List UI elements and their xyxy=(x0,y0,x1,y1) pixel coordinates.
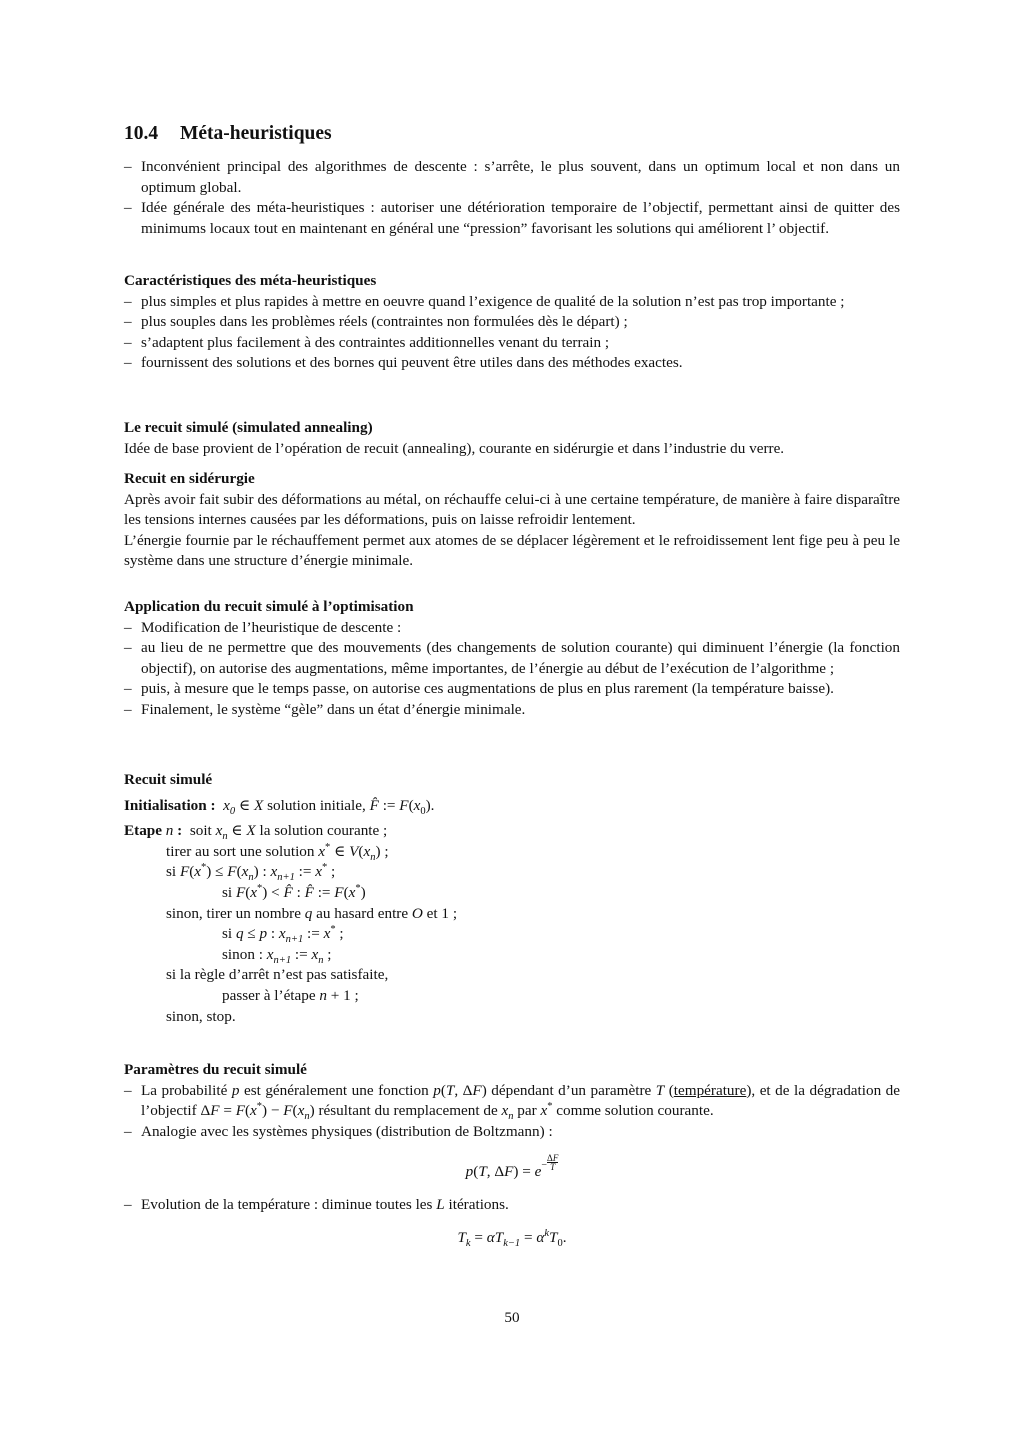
list-item: – au lieu de ne permettre que des mouvements (des changements de solution courante) qui diminuent l’énergie (la fonction objectif), on autorise des augmentations, même importantes, de l’énergie au début de l’exécution de l’algorithme ; xyxy=(124,638,900,679)
list-item: – Evolution de la température : diminue toutes les L itérations. xyxy=(124,1195,900,1216)
list-item: – s’adaptent plus facilement à des contraintes additionnelles venant du terrain ; xyxy=(124,333,900,354)
algorithm-line: si q ≤ p : $x_{n+1}$ := x* ; xyxy=(222,924,344,946)
steel-heading: Recuit en sidérurgie xyxy=(124,470,255,487)
application-section xyxy=(124,597,900,721)
parameters-section xyxy=(124,1060,900,1248)
application-heading: Application du recuit simulé à l’optimisation xyxy=(124,598,414,615)
list-item: – Modification de l’heuristique de descente : xyxy=(124,618,900,639)
annealing-heading: Le recuit simulé (simulated annealing) xyxy=(124,419,373,436)
list-item: – Finalement, le système “gèle” dans un état d’énergie minimale. xyxy=(124,700,900,721)
list-item: – Inconvénient principal des algorithmes de descente : s’arrête, le plus souvent, dans un optimum local et non dans un optimum global. xyxy=(124,157,900,198)
algorithm-line: si la règle d’arrêt n’est pas satisfaite, xyxy=(166,966,389,984)
algorithm-line: si $F(x^*) \le F(x_n)$ : $x_{n+1}$ := x* ; xyxy=(166,862,336,884)
algorithm-init: Initialisation : $x_0$ ∈ X solution initiale, F̂ := $F(x_0)$. xyxy=(124,796,435,817)
parameters-heading: Paramètres du recuit simulé xyxy=(124,1061,307,1078)
annealing-text: Idée de base provient de l’opération de recuit (annealing), courante en sidérurgie et dans l’industrie du verre. xyxy=(124,439,785,457)
section-number: 10.4 xyxy=(124,123,159,144)
section-heading xyxy=(124,122,900,146)
characteristics-section xyxy=(124,271,900,374)
list-item: – Analogie avec les systèmes physiques (distribution de Boltzmann) : xyxy=(124,1122,900,1143)
algorithm-line: sinon, stop. xyxy=(166,1007,236,1025)
steel-text-1: Après avoir fait subir des déformations au métal, on réchauffe celui-ci à une certaine température, de manière à faire disparaître les tensions internes causées par les déformations, puis on laisse refroidir lentement. xyxy=(124,490,900,529)
steel-text-2: L’énergie fournie par le réchauffement permet aux atomes de se déplacer légèrement et le refroidissement lent fige peu à peu le système dans une structure d’énergie minimale. xyxy=(124,531,900,570)
temperature-formula: $T_k = \alpha T_{k-1} = \alpha^kT_0$. xyxy=(457,1227,567,1249)
list-item: – Idée générale des méta-heuristiques : autoriser une détérioration temporaire de l’objectif, permettant ainsi de quitter des minimums locaux tout en maintenant en général une “pression” favorisant les solutions qui améliorent l’ objectif. xyxy=(124,198,900,239)
algorithm-line: passer à l’étape n + 1 ; xyxy=(222,986,359,1004)
algorithm-line: sinon, tirer un nombre q au hasard entre O et 1 ; xyxy=(166,904,458,922)
list-item: – fournissent des solutions et des bornes qui peuvent être utiles dans des méthodes exactes. xyxy=(124,353,900,374)
list-item: – puis, à mesure que le temps passe, on autorise ces augmentations de plus en plus rarement (la température baisse). xyxy=(124,679,900,700)
characteristics-heading: Caractéristiques des méta-heuristiques xyxy=(124,272,377,289)
algorithm-line: sinon : $x_{n+1}$ := $x_n$ ; xyxy=(222,945,332,966)
algorithm-heading: Recuit simulé xyxy=(124,771,213,788)
annealing-section xyxy=(124,418,900,459)
section-title: Méta-heuristiques xyxy=(180,123,332,144)
steel-section xyxy=(124,469,900,572)
boltzmann-formula: p(T, ΔF) = e− $\frac{\Delta F}{T}$ xyxy=(465,1153,559,1181)
list-item: – plus simples et plus rapides à mettre en oeuvre quand l’exigence de qualité de la solution n’est pas trop importante ; xyxy=(124,292,900,313)
algorithm-line: si F(x*) < F̂ : F̂ := F(x*) xyxy=(222,882,366,901)
algorithm-block xyxy=(124,770,900,1027)
list-item: – plus souples dans les problèmes réels (contraintes non formulées dès le départ) ; xyxy=(124,312,900,333)
algorithm-line: tirer au sort une solution x* ∈ $V(x_n)$ ; xyxy=(166,841,389,863)
list-item: – La probabilité p est généralement une fonction p(T, ΔF) dépendant d’un paramètre T (température), et de la dégradation de l’objectif $\Delta F = F(x^*) - F(x_n)$ résultant du remplacement de $x_n$ par x* comme solution courante. xyxy=(124,1081,900,1122)
intro-list xyxy=(124,157,900,239)
algorithm-step: Etape n : soit $x_n$ ∈ X la solution courante ; xyxy=(124,822,388,843)
page-number: 50 xyxy=(504,1309,520,1326)
